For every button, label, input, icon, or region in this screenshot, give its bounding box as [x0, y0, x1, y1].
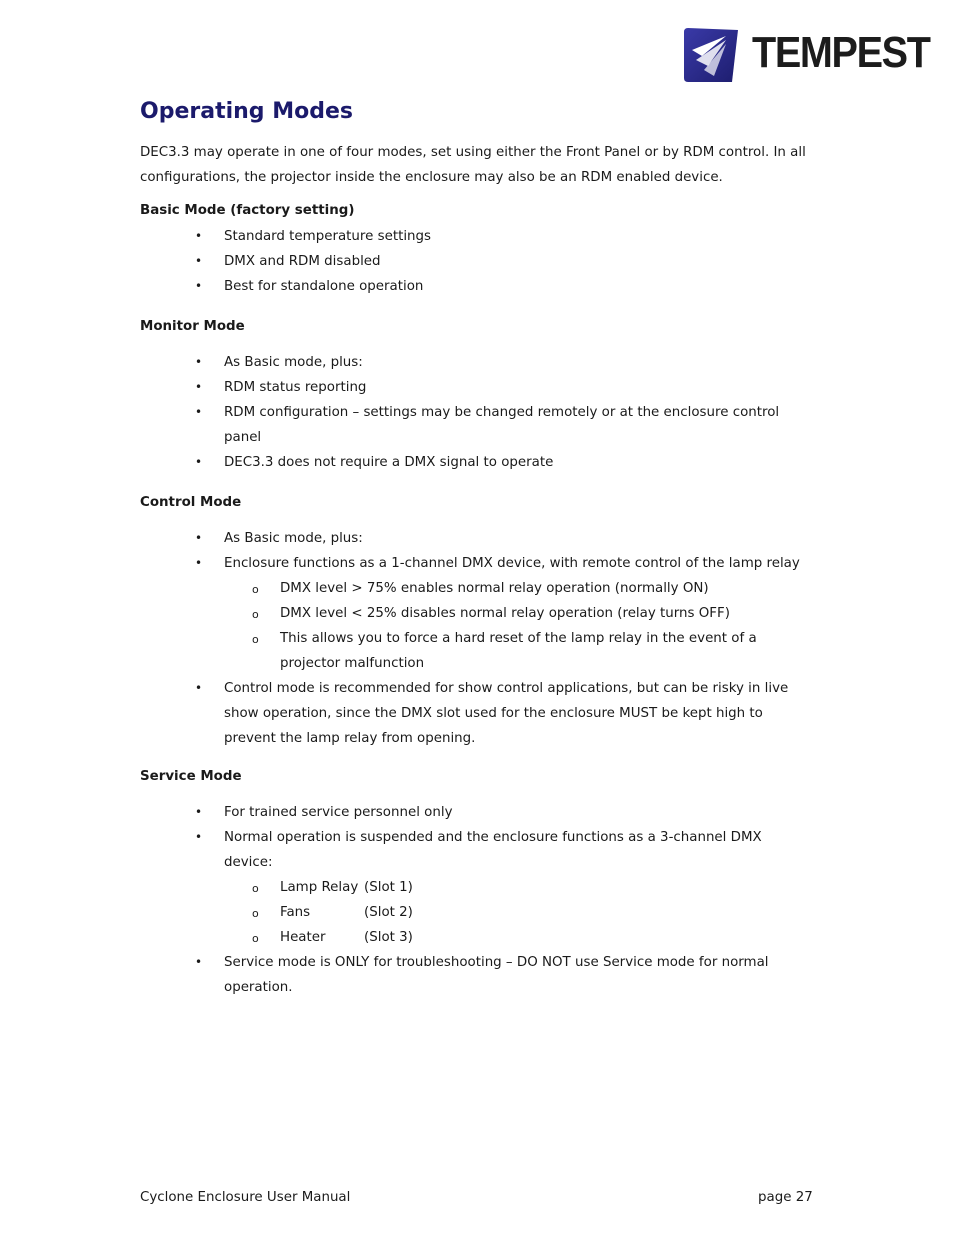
slot-name: Heater — [280, 930, 326, 945]
list-item: • Standard temperature settings — [224, 224, 824, 249]
slot-number: (Slot 2) — [364, 905, 413, 920]
control-mode-heading: Control Mode — [140, 495, 242, 510]
list-item — [224, 551, 824, 676]
slot-number: (Slot 3) — [364, 930, 413, 945]
list-item: • As Basic mode, plus: — [224, 526, 824, 551]
list-item: • As Basic mode, plus: — [224, 350, 824, 375]
list-item: • DMX and RDM disabled — [224, 249, 824, 274]
sub-list-item — [280, 900, 824, 925]
list-item: • RDM configuration – settings may be changed remotely or at the enclosure control panel — [224, 400, 824, 450]
slot-name: Lamp Relay — [280, 880, 359, 895]
basic-mode-list — [224, 224, 824, 299]
dmx-slot-sublist — [224, 875, 824, 950]
basic-mode-heading: Basic Mode (factory setting) — [140, 203, 355, 218]
list-item: • For trained service personnel only — [224, 800, 824, 825]
monitor-mode-heading: Monitor Mode — [140, 319, 245, 334]
slot-name: Fans — [280, 905, 311, 920]
intro-paragraph: DEC3.3 may operate in one of four modes, set using either the Front Panel or by RDM control. In all configurations, the projector inside the enclosure may also be an RDM enabled device. — [140, 145, 806, 185]
list-item-text: Enclosure functions as a 1-channel DMX device, with remote control of the lamp relay — [224, 556, 800, 571]
page-title: Operating Modes — [140, 99, 353, 124]
footer-page-number: page 27 — [758, 1190, 813, 1205]
footer-manual-title: Cyclone Enclosure User Manual — [140, 1190, 351, 1205]
list-item: • Best for standalone operation — [224, 274, 824, 299]
sub-list-item: o DMX level < 25% disables normal relay operation (relay turns OFF) — [280, 601, 824, 626]
slot-number: (Slot 1) — [364, 880, 413, 895]
list-item: • Service mode is ONLY for troubleshooting – DO NOT use Service mode for normal operation. — [224, 950, 824, 1000]
service-mode-list — [224, 800, 824, 1000]
dmx-level-sublist — [224, 576, 824, 676]
brand-wordmark: TEMPEST — [752, 28, 930, 77]
sub-list-item — [280, 875, 824, 900]
list-item-text: • Normal operation is suspended and the enclosure functions as a 3-channel DMX device: — [224, 830, 762, 870]
list-item: • RDM status reporting — [224, 375, 824, 400]
sub-list-item: o This allows you to force a hard reset of the lamp relay in the event of a projector malfunction — [280, 626, 824, 676]
sub-list-item: o DMX level > 75% enables normal relay operation (normally ON) — [280, 576, 824, 601]
list-item — [224, 825, 824, 950]
sub-list-item — [280, 925, 824, 950]
service-mode-heading: Service Mode — [140, 769, 242, 784]
monitor-mode-list — [224, 350, 824, 475]
list-item: • Control mode is recommended for show control applications, but can be risky in live show operation, since the DMX slot used for the enclosure MUST be kept high to prevent the lamp relay from opening. — [224, 676, 824, 751]
control-mode-list — [224, 526, 824, 751]
list-item: • DEC3.3 does not require a DMX signal to operate — [224, 450, 824, 475]
